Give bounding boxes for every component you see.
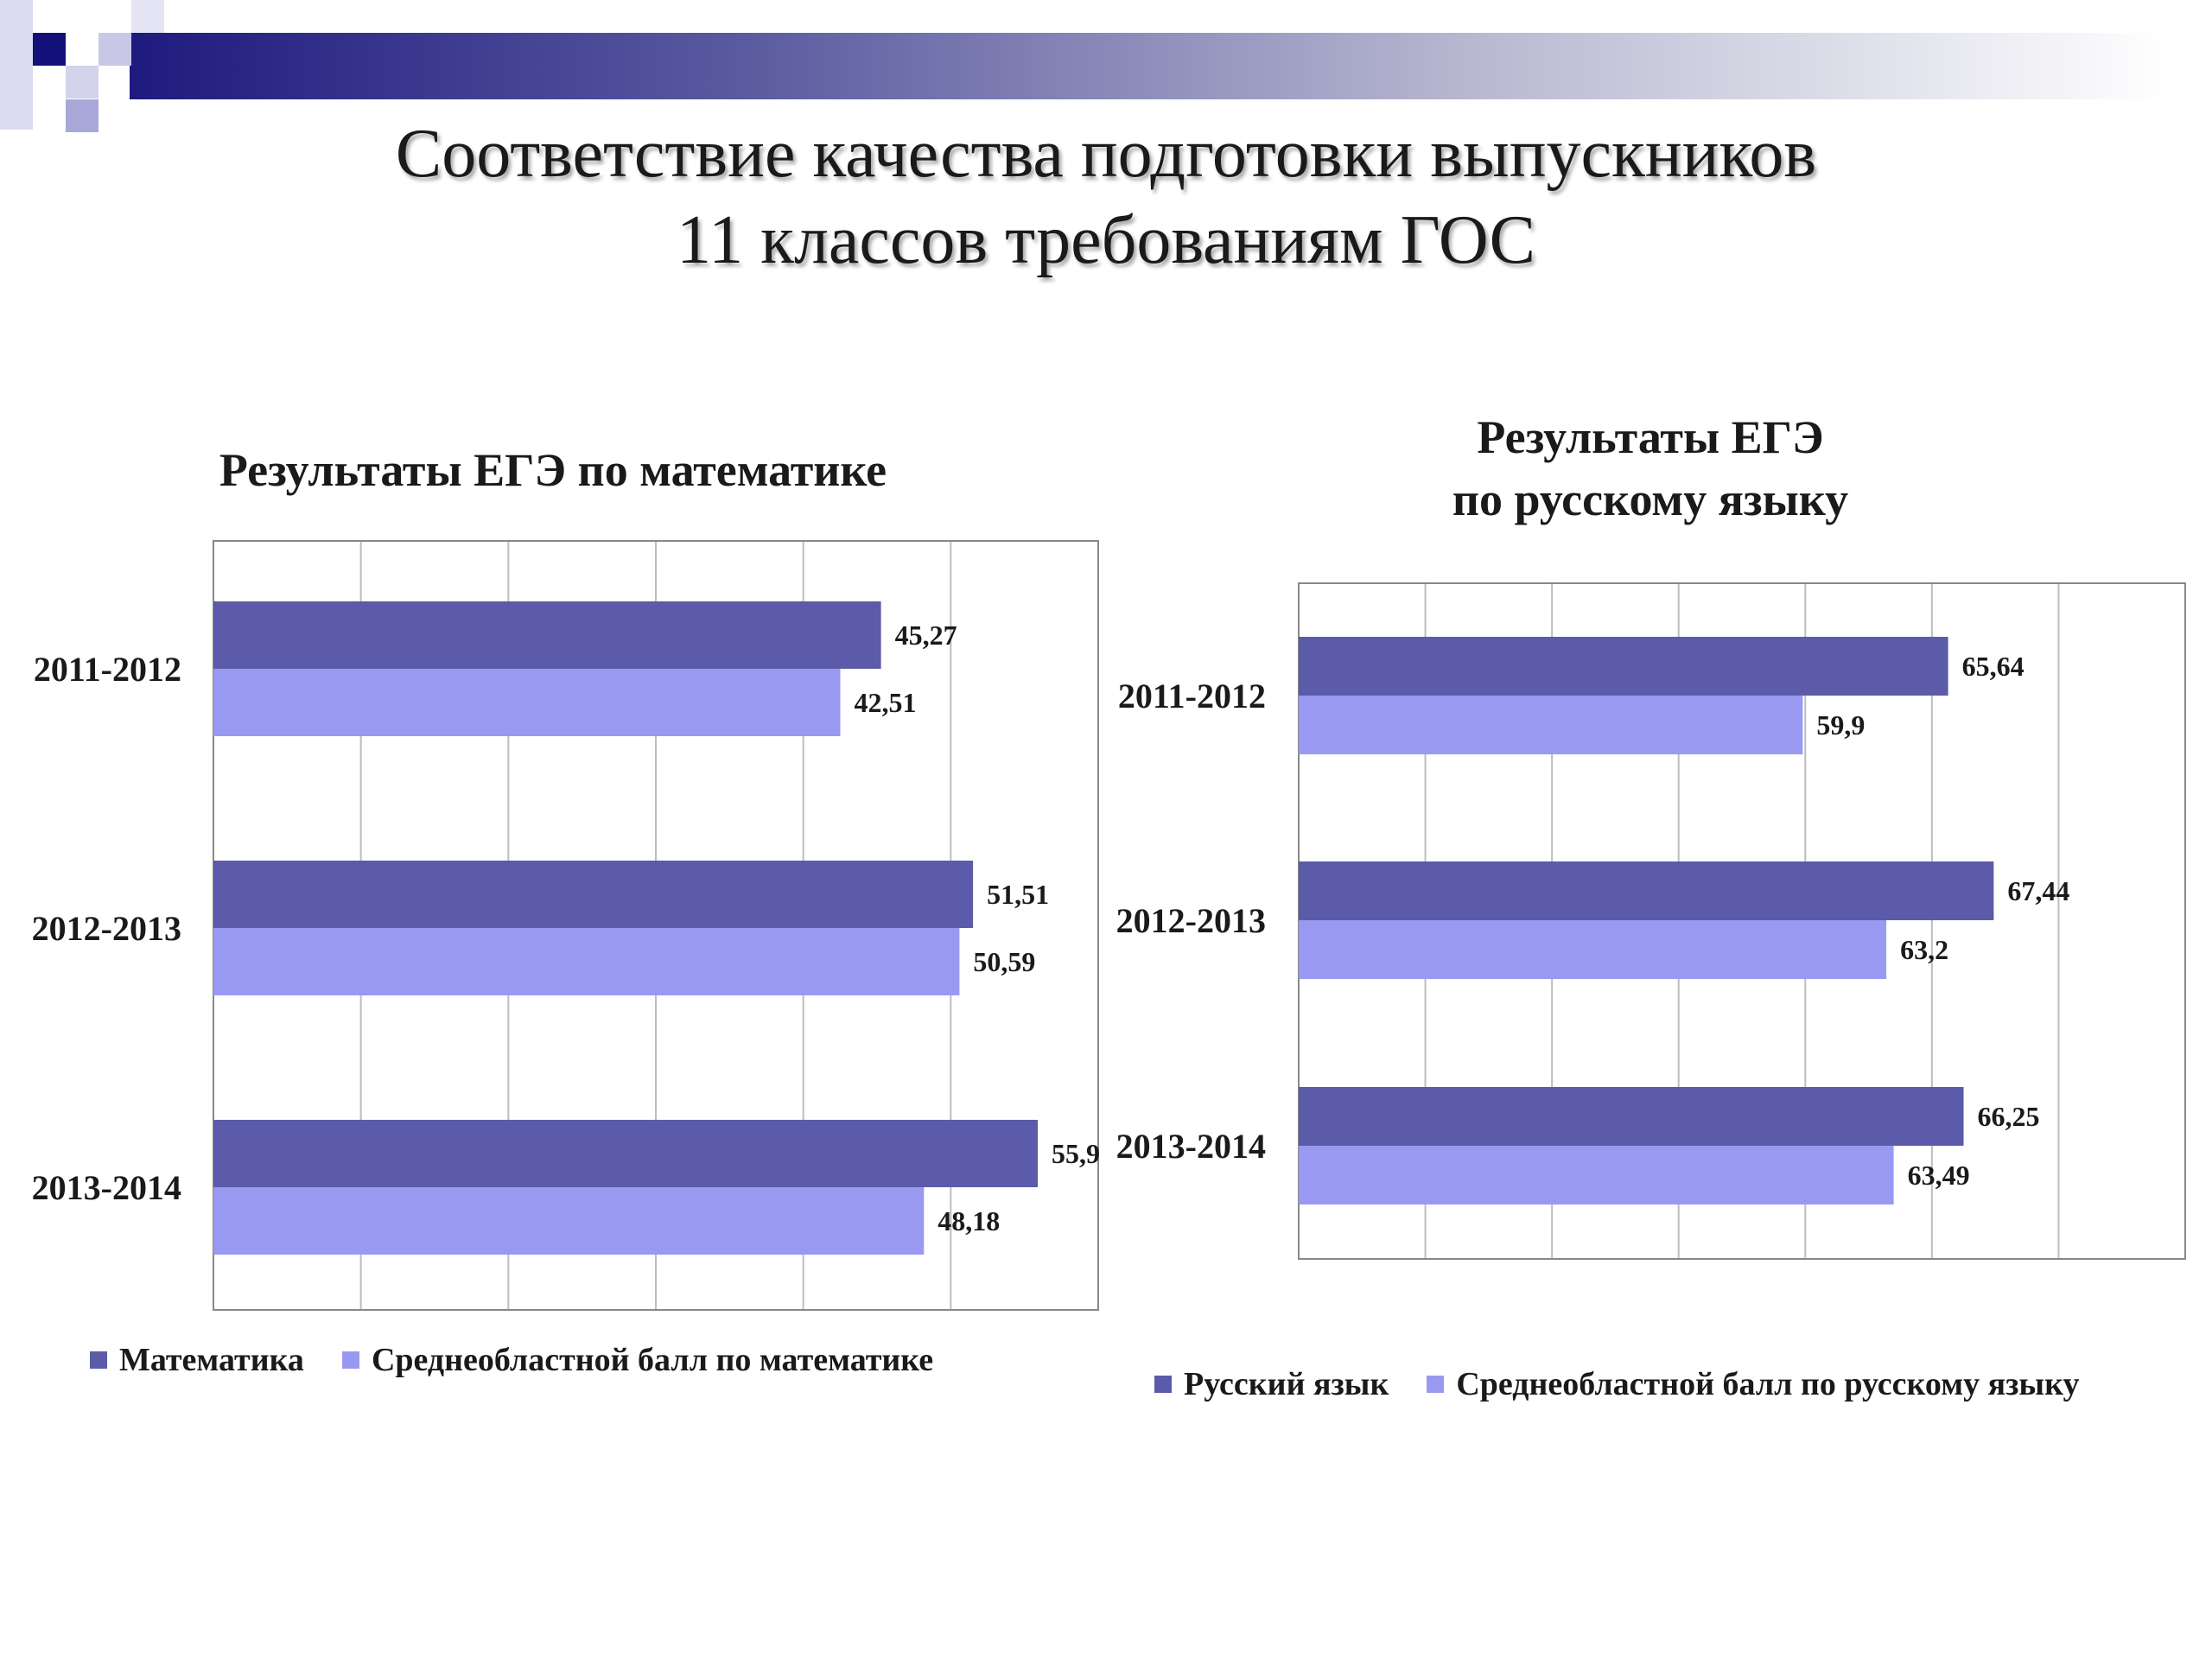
bar — [1299, 637, 1948, 696]
data-label: 63,49 — [1907, 1160, 1970, 1192]
category-label: 2012-2013 — [31, 909, 181, 948]
bar — [213, 1120, 1038, 1187]
legend-item-math — [90, 1341, 304, 1379]
bar — [1299, 920, 1886, 979]
legend-swatch-dark — [1154, 1376, 1172, 1393]
data-label: 67,44 — [2007, 875, 2070, 907]
russian-chart-title-line1: Результаты ЕГЭ — [1477, 411, 1824, 463]
russian-legend — [1154, 1365, 2079, 1403]
data-label: 55,9 — [1052, 1138, 1101, 1170]
bar — [213, 861, 973, 928]
legend-item-math-regional — [342, 1341, 933, 1379]
category-label: 2011-2012 — [1117, 677, 1266, 715]
data-label: 59,9 — [1816, 709, 1866, 741]
data-label: 63,2 — [1900, 934, 1949, 966]
data-label: 48,18 — [938, 1205, 1001, 1237]
math-chart-title-line1: Результаты ЕГЭ по математике — [219, 444, 887, 496]
data-label: 45,27 — [894, 620, 957, 652]
legend-label-math: Математика — [119, 1342, 304, 1378]
russian-chart-title-line2: по русскому языку — [1452, 474, 1849, 525]
slide-title-line1: Соответствие качества подготовки выпускников — [395, 116, 1817, 192]
bar — [1299, 861, 1993, 920]
math-legend — [90, 1341, 933, 1379]
bar — [1299, 696, 1802, 754]
bar — [1299, 1087, 1964, 1146]
data-label: 42,51 — [854, 687, 917, 719]
data-label: 66,25 — [1977, 1101, 2040, 1133]
data-label: 65,64 — [1961, 651, 2024, 683]
category-label: 2013-2014 — [31, 1168, 181, 1207]
bar — [213, 1187, 924, 1255]
legend-label-russian: Русский язык — [1184, 1366, 1389, 1402]
legend-swatch-light — [342, 1351, 359, 1369]
bar — [213, 601, 881, 669]
data-label: 51,51 — [987, 879, 1050, 911]
data-label: 50,59 — [973, 946, 1036, 978]
category-label: 2011-2012 — [33, 650, 181, 689]
slide-title-line2: 11 классов требованиям ГОС — [677, 202, 1535, 278]
bar — [213, 669, 841, 736]
legend-item-russian-regional — [1427, 1365, 2079, 1403]
legend-item-russian — [1154, 1365, 1389, 1403]
bar — [213, 928, 959, 995]
category-label: 2013-2014 — [1116, 1127, 1266, 1166]
legend-swatch-dark — [90, 1351, 107, 1369]
legend-swatch-light — [1427, 1376, 1444, 1393]
bar — [1299, 1146, 1894, 1205]
legend-label-math-regional: Среднеобластной балл по математике — [371, 1342, 934, 1378]
category-label: 2012-2013 — [1116, 901, 1266, 940]
legend-label-russian-regional: Среднеобластной балл по русскому языку — [1456, 1366, 2080, 1402]
